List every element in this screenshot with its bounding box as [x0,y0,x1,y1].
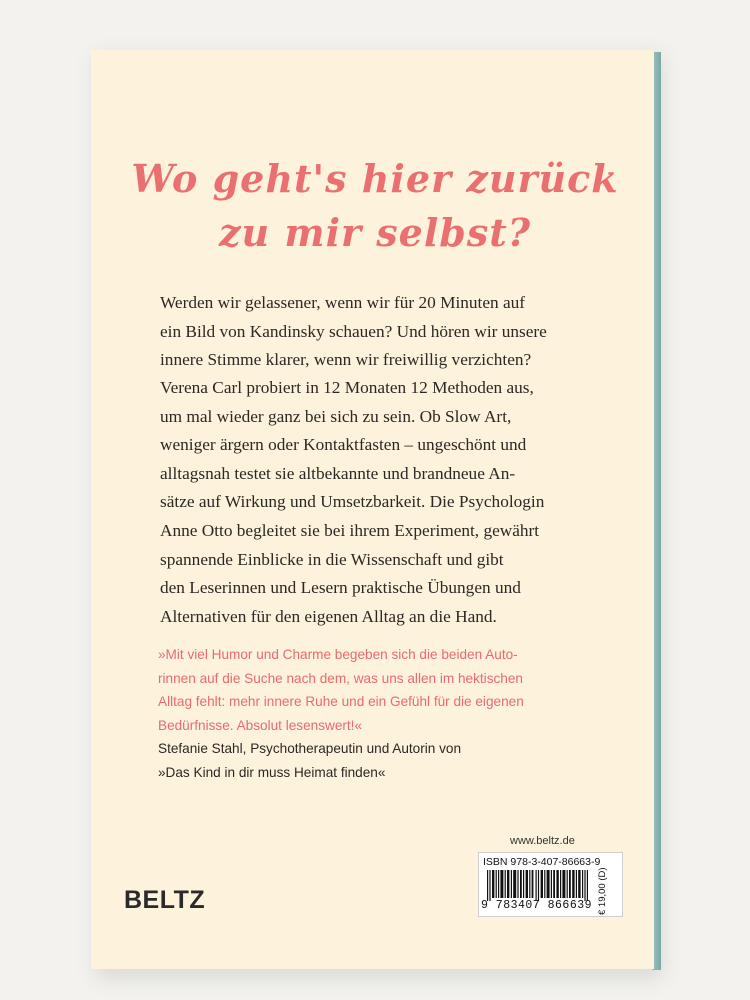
quote-attribution [158,737,598,784]
attribution-line: »Das Kind in dir muss Heimat finden« [158,764,386,780]
isbn-number: ISBN 978-3-407-86663-9 [483,856,601,868]
review-quote [158,643,598,737]
blurb-line: Anne Otto begleitet sie bei ihrem Experiment, gewährt [160,520,540,540]
quote-line: »Mit viel Humor und Charme begeben sich die beiden Auto- [158,647,518,662]
blurb-line: sätze auf Wirkung und Umsetzbarkeit. Die Psychologin [160,492,545,512]
blurb-line: ein Bild von Kandinsky schauen? Und hören wir unsere [160,321,547,341]
barcode-digits: 9 783407 866639 [481,899,593,912]
blurb-line: Alternativen für den eigenen Alltag an die Hand. [160,606,497,626]
publisher-logo: BELTZ [124,886,206,914]
blurb-paragraph-2 [160,374,600,631]
cover-headline [0,152,750,260]
blurb-line: innere Stimme klarer, wenn wir freiwillig verzichten? [160,350,532,370]
headline-line: Wo geht's hier zurück [131,156,619,201]
quote-line: rinnen auf die Suche nach dem, was uns allen im hektischen [158,670,523,686]
blurb-line: alltagsnah testet sie altbekannte und brandneue An- [160,463,516,483]
blurb-line: Verena Carl probiert in 12 Monaten 12 Methoden aus, [160,378,534,397]
price-label: € 19,00 (D) [597,867,608,915]
barcode-label [478,852,623,917]
blurb-line: Werden wir gelassener, wenn wir für 20 Minuten auf [160,293,526,312]
blurb-line: um mal wieder ganz bei sich zu sein. Ob Slow Art, [160,406,512,426]
blurb-line: den Leserinnen und Lesern praktische Übungen und [160,578,521,598]
barcode-bars [487,870,591,901]
blurb-paragraph-1 [160,289,600,375]
quote-line: Alltag fehlt: mehr innere Ruhe und ein Gefühl für die eigenen [158,694,524,709]
blurb-line: weniger ärgern oder Kontaktfasten – ungeschönt und [160,435,527,455]
headline-line: zu mir selbst? [218,210,532,255]
publisher-website: www.beltz.de [510,835,575,847]
quote-line: Bedürfnisse. Absolut lesenswert!« [158,717,363,733]
attribution-line: Stefanie Stahl, Psychotherapeutin und Autorin von [158,741,462,756]
blurb-line: spannende Einblicke in die Wissenschaft und gibt [160,549,504,569]
